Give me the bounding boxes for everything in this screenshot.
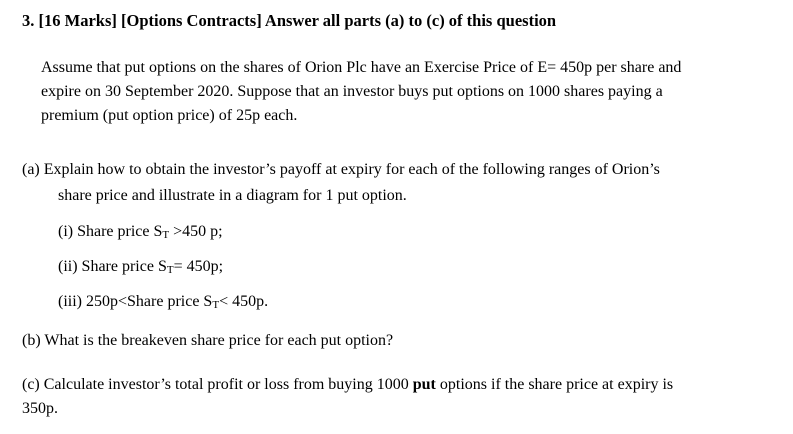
part-b: (b) What is the breakeven share price for each put option?: [22, 332, 394, 349]
range-item-i: [58, 222, 223, 243]
part-c-line-1: [22, 375, 673, 395]
range-text-end: < 450p.: [219, 293, 269, 310]
range-item-iii: [58, 292, 268, 313]
question-heading: 3. [16 Marks] [Options Contracts] Answer all parts (a) to (c) of this question: [22, 11, 557, 30]
subscript-t: T: [212, 299, 220, 311]
part-c-bold-word: put: [412, 376, 436, 393]
subscript-t: T: [162, 229, 170, 241]
part-a-line-2: share price and illustrate in a diagram for 1 put option.: [58, 187, 407, 204]
range-text-end: = 450p;: [173, 258, 224, 275]
subscript-t: T: [166, 264, 174, 276]
range-text: (i) Share price S: [58, 223, 163, 240]
part-c-text: (c) Calculate investor’s total profit or loss from buying 1000: [22, 376, 413, 393]
range-text: (iii) 250p<Share price S: [58, 293, 213, 310]
range-item-ii: [58, 257, 223, 278]
range-text: (ii) Share price S: [58, 258, 167, 275]
range-text-end: >450 p;: [169, 223, 223, 240]
part-c-line-2: 350p.: [22, 400, 58, 417]
part-a-line-1: (a) Explain how to obtain the investor’s payoff at expiry for each of the following ranges of Orion’s: [22, 161, 660, 178]
intro-line-3: premium (put option price) of 25p each.: [41, 107, 298, 124]
intro-line-1: Assume that put options on the shares of Orion Plc have an Exercise Price of E= 450p per share and: [41, 59, 682, 76]
part-c-text-end: options if the share price at expiry is: [435, 376, 674, 393]
intro-line-2: expire on 30 September 2020. Suppose that an investor buys put options on 1000 shares paying a: [41, 83, 663, 100]
